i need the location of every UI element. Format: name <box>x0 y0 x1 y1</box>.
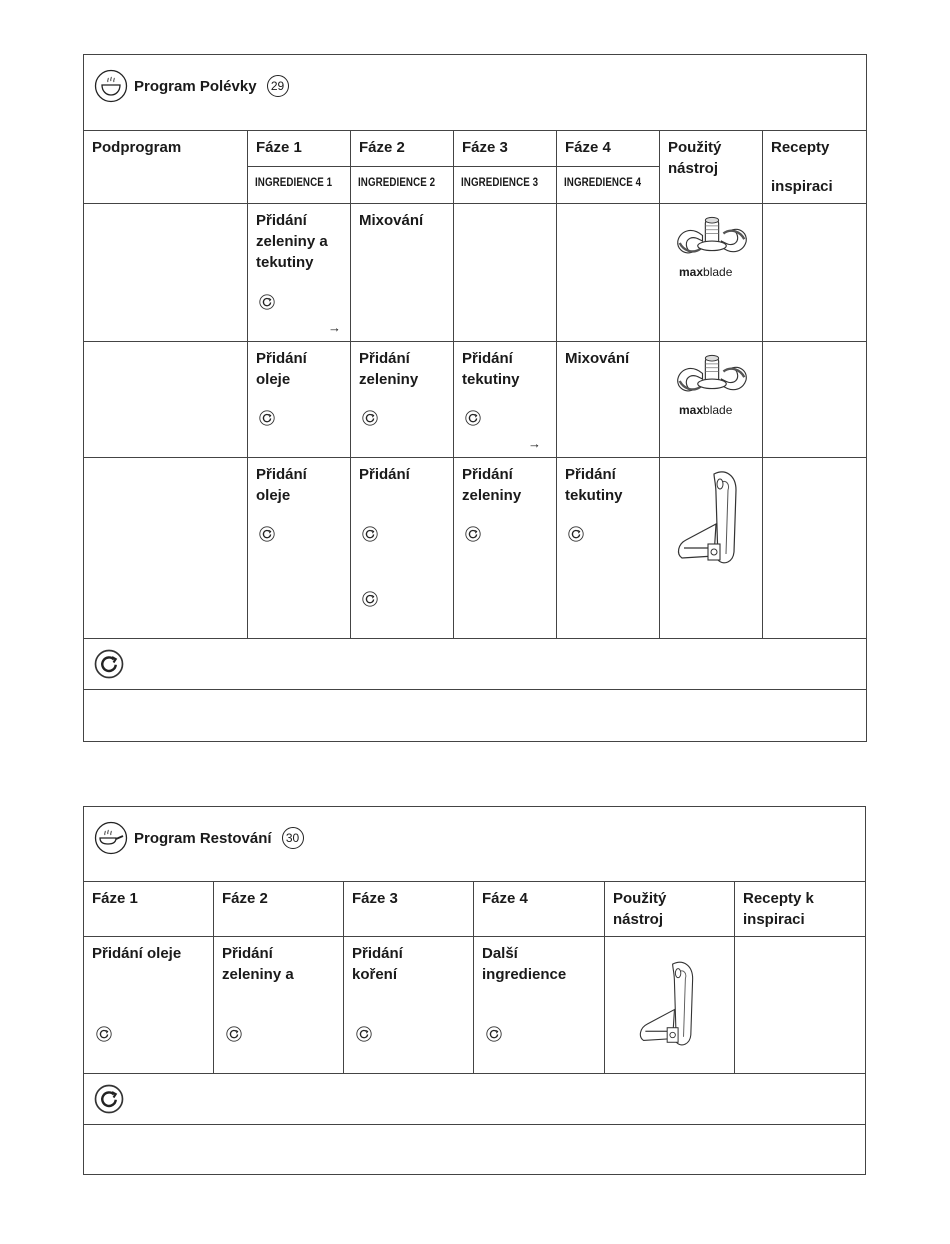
saute-title-cell <box>84 807 866 882</box>
row3-subprogram <box>84 458 248 639</box>
arrow-icon: → <box>328 320 341 335</box>
row1-phase-2: Mixování <box>351 204 454 342</box>
ingredient-1-label: INGREDIENCE 1 <box>255 177 333 189</box>
stir-icon <box>362 410 378 426</box>
stir-large-icon <box>94 1084 124 1114</box>
maxblade-label: maxblade <box>679 265 733 279</box>
ingredient-3-label: INGREDIENCE 3 <box>461 177 539 189</box>
arrow-icon: → <box>528 436 541 451</box>
saute-row1-tool <box>605 937 735 1074</box>
stir-icon <box>96 1026 112 1042</box>
soup-program-number: 29 <box>267 75 289 97</box>
row3-phase-3: Přidání zeleniny <box>454 458 557 639</box>
maxblade-label: maxblade <box>679 403 733 417</box>
frying-pan-icon <box>94 821 128 855</box>
saute-row1-recipes <box>735 937 866 1074</box>
row2-recipes <box>763 342 867 458</box>
row1-tool <box>660 204 763 342</box>
saute-program-number: 30 <box>282 827 304 849</box>
row3-tool <box>660 458 763 639</box>
stir-icon <box>356 1026 372 1042</box>
soup-program-table <box>83 54 867 742</box>
saute-program-title: Program Restování <box>134 829 272 847</box>
saute-program-table <box>83 806 866 1175</box>
row3-recipes <box>763 458 867 639</box>
stir-icon <box>362 526 378 542</box>
header-tool: Použitý nástroj <box>660 131 763 204</box>
stir-icon <box>226 1026 242 1042</box>
stir-icon <box>568 526 584 542</box>
soup-empty-row <box>84 690 867 742</box>
saute-header-phase-4: Fáze 4 <box>474 882 605 937</box>
saute-header-phase-1: Fáze 1 <box>84 882 214 937</box>
saute-row1-phase-1: Přidání oleje <box>84 937 214 1074</box>
row1-phase-4 <box>557 204 660 342</box>
row1-recipes <box>763 204 867 342</box>
row2-tool <box>660 342 763 458</box>
saute-header-tool: Použitý nástroj <box>605 882 735 937</box>
saute-row1-phase-2: Přidání zeleniny a <box>214 937 344 1074</box>
row2-phase-1: Přidání oleje <box>248 342 351 458</box>
saute-header-phase-3: Fáze 3 <box>344 882 474 937</box>
row3-phase-4: Přidání tekutiny <box>557 458 660 639</box>
row1-phase-1: Přidání zeleniny a tekutiny → <box>248 204 351 342</box>
header-phase-1: Fáze 1 INGREDIENCE 1 <box>248 131 351 204</box>
ingredient-2-label: INGREDIENCE 2 <box>358 177 436 189</box>
header-phase-4: Fáze 4 INGREDIENCE 4 <box>557 131 660 204</box>
stir-icon <box>486 1026 502 1042</box>
saute-row1-phase-4: Další ingredience <box>474 937 605 1074</box>
header-subprogram: Podprogram <box>84 131 248 204</box>
stir-icon <box>362 591 378 607</box>
soup-program-title: Program Polévky <box>134 77 257 95</box>
soup-title-cell <box>84 55 867 131</box>
stir-icon <box>465 410 481 426</box>
row2-subprogram <box>84 342 248 458</box>
row1-phase-3 <box>454 204 557 342</box>
soup-bowl-icon <box>94 69 128 103</box>
soup-stir-row <box>84 639 867 690</box>
header-phase-3: Fáze 3 INGREDIENCE 3 <box>454 131 557 204</box>
mixer-paddle-tool-icon <box>670 464 750 574</box>
saute-row1-phase-3: Přidání koření <box>344 937 474 1074</box>
row1-subprogram <box>84 204 248 342</box>
header-recipes: Recepty inspiraci <box>763 131 867 204</box>
header-phase-2: Fáze 2 INGREDIENCE 2 <box>351 131 454 204</box>
row3-phase-2: Přidání <box>351 458 454 639</box>
ingredient-4-label: INGREDIENCE 4 <box>564 177 642 189</box>
stir-icon <box>465 526 481 542</box>
stir-icon <box>259 526 275 542</box>
saute-stir-row <box>84 1074 866 1125</box>
stir-large-icon <box>94 649 124 679</box>
saute-header-phase-2: Fáze 2 <box>214 882 344 937</box>
mixer-paddle-tool-icon <box>629 955 709 1055</box>
stir-icon <box>259 410 275 426</box>
saute-empty-row <box>84 1125 866 1175</box>
row2-phase-4: Mixování <box>557 342 660 458</box>
row2-phase-3: Přidání tekutiny → <box>454 342 557 458</box>
row2-phase-2: Přidání zeleniny <box>351 342 454 458</box>
stir-icon <box>259 294 275 310</box>
saute-header-recipes: Recepty k inspiraci <box>735 882 866 937</box>
row3-phase-1: Přidání oleje <box>248 458 351 639</box>
